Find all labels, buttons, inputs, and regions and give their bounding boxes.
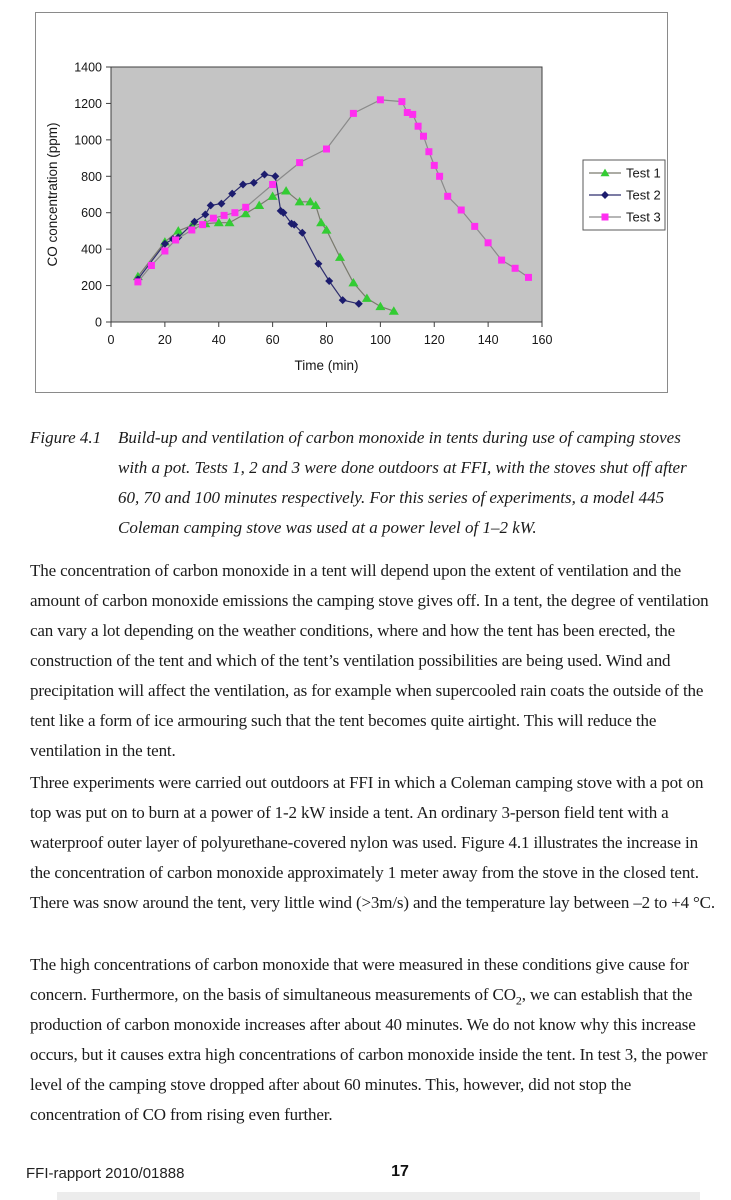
square-marker [436,173,443,180]
square-marker [134,278,141,285]
square-marker [172,237,179,244]
x-tick-label: 160 [531,333,553,347]
x-tick-label: 80 [319,333,334,347]
x-tick-label: 140 [477,333,499,347]
y-tick-label: 1200 [74,96,102,111]
paragraph-3-text: The high concentrations of carbon monoxide that were measured in these conditions give cause for concern. Furthermore, on the basis of simultaneous measurements of CO [30,955,689,1004]
square-marker [199,221,206,228]
square-marker [431,162,438,169]
square-marker [398,98,405,105]
x-axis-title: Time (min) [294,358,359,373]
square-marker [242,204,249,211]
x-tick-label: 100 [369,333,391,347]
square-marker [415,123,422,130]
square-marker [471,223,478,230]
next-page-edge [57,1192,700,1200]
square-marker [231,209,238,216]
square-marker [188,227,195,234]
square-marker [409,111,416,118]
figure-caption [30,423,690,543]
y-tick-label: 0 [95,315,102,330]
square-marker [602,214,609,221]
figure-4-1-chart [35,12,668,393]
figure-caption-label: Figure 4.1 [30,428,102,447]
footer-report-id: FFI-rapport 2010/01888 [26,1165,185,1182]
square-marker [148,262,155,269]
square-marker [296,159,303,166]
y-tick-label: 800 [81,169,102,184]
square-marker [269,181,276,188]
body-paragraph-1: The concentration of carbon monoxide in a tent will depend upon the extent of ventilation and the amount of carbon monoxide emissions the camping stove gives off. In a tent, the degree of ventilation can vary a lot depending on the weather conditions, where and how the tent has been erected, the construction of the tent and which of the tent’s ventilation possibilities are being used. Wind and precipitation will affect the ventilation, as for example when supercooled rain coats the outside of the tent like a form of ice armouring such that the tent becomes quite airtight. This will reduce the ventilation in the tent. [30,561,709,760]
legend-label: Test 3 [626,209,661,225]
y-tick-label: 600 [81,206,102,221]
square-marker [485,239,492,246]
legend-label: Test 1 [626,165,661,181]
footer-page-number: 17 [391,1163,409,1180]
y-tick-label: 1400 [74,60,102,75]
x-tick-label: 0 [107,333,115,347]
y-tick-label: 200 [81,279,102,294]
x-tick-label: 20 [157,333,172,347]
square-marker [377,96,384,103]
x-tick-label: 60 [265,333,280,347]
square-marker [420,133,427,140]
square-marker [512,265,519,272]
y-axis-title: CO concentration (ppm) [45,122,60,267]
plot-area [111,67,542,322]
paragraph-3-text-continued: , we can establish that the production of carbon monoxide increases after about 40 minutes. We do not know why this increase occurs, but it causes extra high concentrations of carbon monoxide inside the tent. In test 3, the power level of the camping stove dropped after about 60 minutes. This, however, did not stop the concentration of CO from rising even further. [30,985,708,1124]
y-tick-label: 400 [81,242,102,257]
square-marker [210,215,217,222]
square-marker [444,193,451,200]
square-marker [350,110,357,117]
x-tick-label: 120 [423,333,445,347]
legend [583,160,665,230]
y-tick-label: 1000 [74,133,102,148]
body-paragraph-3 [30,950,718,1130]
co-chart-svg [36,13,667,392]
square-marker [458,207,465,214]
square-marker [425,148,432,155]
figure-caption-text: Build-up and ventilation of carbon monoxide in tents during use of camping stoves with a pot. Tests 1, 2 and 3 were done outdoors at FFI, with the stoves shut off after 60, 70 and 100 minutes respectively. For this series of experiments, a model 445 Coleman camping stove was used at a power level of 1–2 kW. [118,428,687,537]
square-marker [498,257,505,264]
square-marker [161,248,168,255]
legend-label: Test 2 [626,187,661,203]
square-marker [525,274,532,281]
square-marker [221,212,228,219]
square-marker [323,146,330,153]
co2-subscript: 2 [515,993,522,1008]
body-paragraph-2: Three experiments were carried out outdoors at FFI in which a Coleman camping stove with a pot on top was put on to burn at a power of 1-2 kW inside a tent. An ordinary 3-person field tent with a waterproof outer layer of polyurethane-covered nylon was used. Figure 4.1 illustrates the increase in the concentration of carbon monoxide approximately 1 meter away from the stove in the closed tent. There was snow around the tent, very little wind (>3m/s) and the temperature lay between –2 to +4 °C. [30,773,715,912]
x-tick-label: 40 [211,333,226,347]
